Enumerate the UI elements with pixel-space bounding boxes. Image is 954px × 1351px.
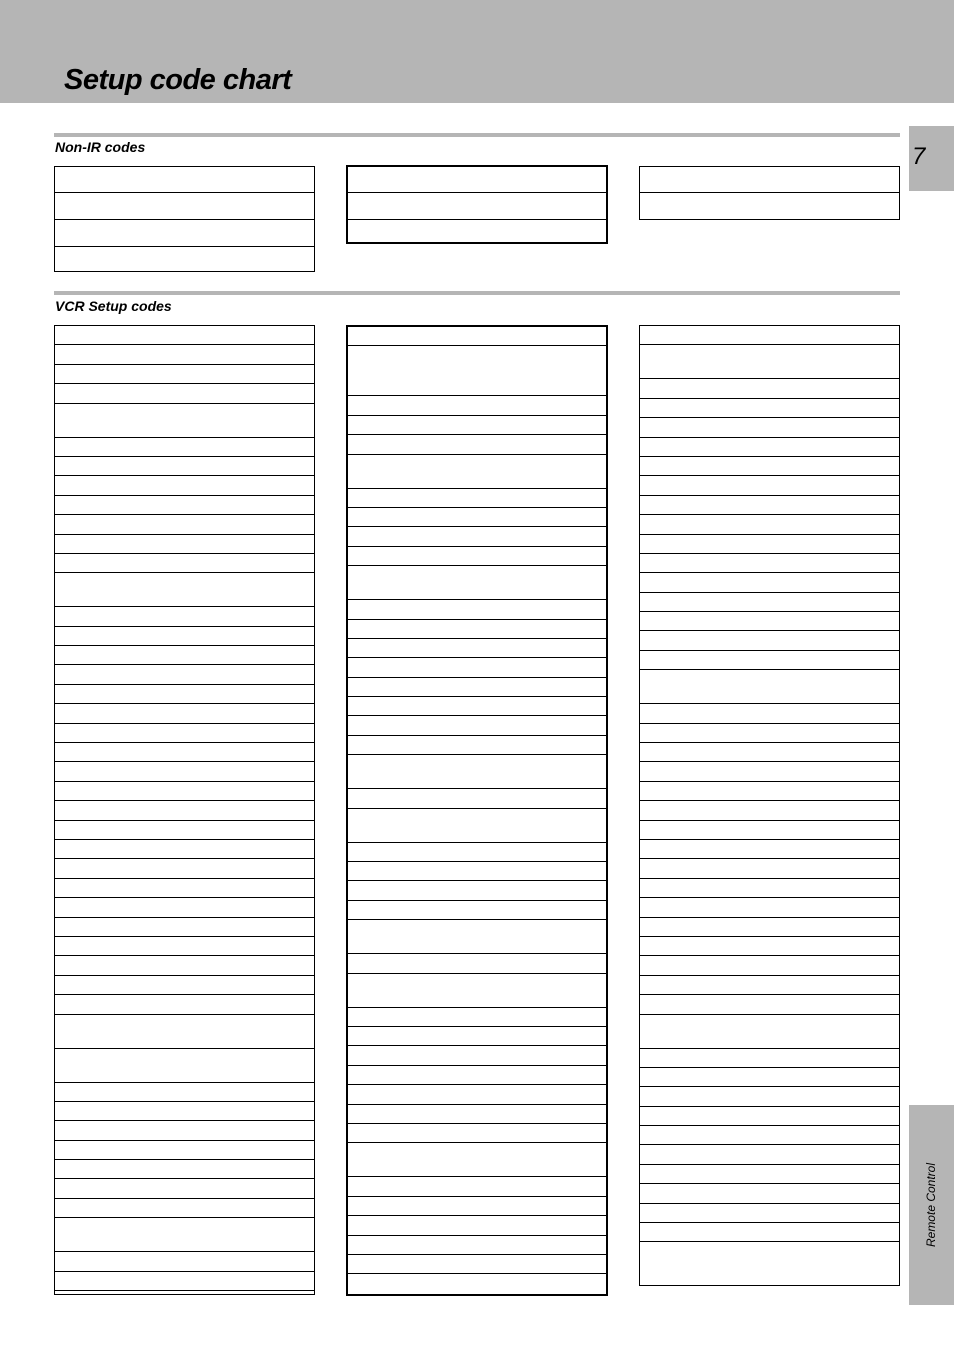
table-row bbox=[640, 1068, 899, 1087]
table-row bbox=[55, 976, 314, 995]
table-row bbox=[348, 1027, 606, 1046]
table-row bbox=[640, 918, 899, 937]
table-row bbox=[55, 1272, 314, 1291]
table-row bbox=[348, 678, 606, 697]
table-row bbox=[348, 566, 606, 600]
table-row bbox=[348, 974, 606, 1008]
table-row bbox=[348, 416, 606, 435]
table-row bbox=[640, 631, 899, 650]
vcr-table-2 bbox=[346, 325, 608, 1296]
table-row bbox=[640, 724, 899, 743]
table-row bbox=[640, 438, 899, 457]
table-row bbox=[55, 345, 314, 364]
table-row bbox=[640, 326, 899, 345]
table-row bbox=[55, 1179, 314, 1198]
table-row bbox=[640, 496, 899, 515]
table-row bbox=[348, 1274, 606, 1293]
table-row bbox=[55, 1102, 314, 1121]
table-row bbox=[640, 379, 899, 398]
table-row bbox=[348, 639, 606, 658]
side-tab-label: Remote Control bbox=[924, 1162, 938, 1248]
table-row bbox=[55, 1252, 314, 1271]
table-row bbox=[55, 646, 314, 665]
table-row bbox=[348, 220, 606, 242]
table-row bbox=[640, 1049, 899, 1068]
table-row bbox=[348, 508, 606, 527]
table-row bbox=[55, 496, 314, 515]
table-row bbox=[55, 365, 314, 384]
page-title: Setup code chart bbox=[64, 64, 292, 96]
table-row bbox=[55, 1141, 314, 1160]
table-row bbox=[55, 840, 314, 859]
table-row bbox=[640, 704, 899, 723]
table-row bbox=[55, 743, 314, 762]
table-row bbox=[55, 704, 314, 723]
table-row bbox=[348, 435, 606, 454]
table-row bbox=[348, 1177, 606, 1196]
table-row bbox=[55, 918, 314, 937]
table-row bbox=[55, 476, 314, 495]
table-row bbox=[640, 167, 899, 193]
table-row bbox=[348, 1046, 606, 1065]
vcr-table-3 bbox=[639, 325, 900, 1286]
table-row bbox=[348, 755, 606, 789]
table-row bbox=[640, 612, 899, 631]
table-row bbox=[55, 1015, 314, 1049]
table-row bbox=[348, 1197, 606, 1216]
table-row bbox=[348, 901, 606, 920]
table-row bbox=[640, 1184, 899, 1203]
table-row bbox=[55, 665, 314, 684]
table-row bbox=[640, 801, 899, 820]
table-row bbox=[348, 1236, 606, 1255]
table-row bbox=[348, 697, 606, 716]
table-row bbox=[348, 1143, 606, 1177]
table-row bbox=[348, 1255, 606, 1274]
table-row bbox=[640, 1223, 899, 1242]
table-row bbox=[348, 167, 606, 193]
table-row bbox=[348, 489, 606, 508]
table-row bbox=[640, 859, 899, 878]
table-row bbox=[348, 527, 606, 546]
table-row bbox=[348, 455, 606, 489]
table-row bbox=[640, 821, 899, 840]
table-row bbox=[640, 554, 899, 573]
table-row bbox=[640, 593, 899, 612]
table-row bbox=[640, 1145, 899, 1164]
table-row bbox=[55, 384, 314, 403]
table-row bbox=[640, 535, 899, 554]
table-row bbox=[640, 898, 899, 917]
table-row bbox=[55, 247, 314, 271]
table-row bbox=[348, 620, 606, 639]
table-row bbox=[55, 167, 314, 193]
table-row bbox=[640, 193, 899, 219]
non-ir-table-2 bbox=[346, 165, 608, 244]
table-row bbox=[55, 1160, 314, 1179]
table-row bbox=[348, 862, 606, 881]
table-row bbox=[55, 404, 314, 438]
table-row bbox=[348, 658, 606, 677]
table-row bbox=[348, 396, 606, 415]
table-row bbox=[640, 1165, 899, 1184]
vcr-table-1 bbox=[54, 325, 315, 1295]
table-row bbox=[348, 881, 606, 900]
table-row bbox=[348, 843, 606, 862]
table-row bbox=[640, 476, 899, 495]
table-row bbox=[55, 554, 314, 573]
table-row bbox=[348, 1085, 606, 1104]
table-row bbox=[640, 345, 899, 379]
table-row bbox=[348, 600, 606, 619]
chapter-number: 7 bbox=[912, 143, 926, 170]
table-row bbox=[55, 995, 314, 1014]
table-row bbox=[640, 1242, 899, 1261]
table-row bbox=[640, 879, 899, 898]
table-row bbox=[55, 627, 314, 646]
vcr-section-label: VCR Setup codes bbox=[55, 298, 172, 314]
table-row bbox=[640, 1204, 899, 1223]
table-row bbox=[640, 976, 899, 995]
table-row bbox=[348, 547, 606, 566]
table-row bbox=[55, 859, 314, 878]
table-row bbox=[55, 1121, 314, 1140]
table-row bbox=[348, 1216, 606, 1235]
table-row bbox=[640, 418, 899, 437]
table-row bbox=[55, 193, 314, 220]
non-ir-section-label: Non-IR codes bbox=[55, 139, 146, 155]
table-row bbox=[55, 879, 314, 898]
table-row bbox=[640, 651, 899, 670]
table-row bbox=[348, 809, 606, 843]
table-row bbox=[348, 954, 606, 973]
table-row bbox=[55, 685, 314, 704]
table-row bbox=[640, 457, 899, 476]
table-row bbox=[55, 724, 314, 743]
table-row bbox=[55, 457, 314, 476]
table-row bbox=[55, 1291, 314, 1310]
table-row bbox=[640, 1087, 899, 1106]
table-row bbox=[348, 193, 606, 220]
table-row bbox=[640, 1126, 899, 1145]
table-row bbox=[640, 515, 899, 534]
table-row bbox=[55, 898, 314, 917]
table-row bbox=[640, 762, 899, 781]
table-row bbox=[640, 956, 899, 975]
table-row bbox=[55, 438, 314, 457]
table-row bbox=[55, 535, 314, 554]
table-row bbox=[348, 1066, 606, 1085]
table-row bbox=[348, 1124, 606, 1143]
vcr-section-rule bbox=[54, 291, 900, 295]
table-row bbox=[640, 743, 899, 762]
table-row bbox=[55, 1083, 314, 1102]
non-ir-table-1 bbox=[54, 166, 315, 272]
table-row bbox=[640, 995, 899, 1014]
table-row bbox=[348, 920, 606, 954]
table-row bbox=[55, 1049, 314, 1083]
table-row bbox=[640, 782, 899, 801]
table-row bbox=[640, 937, 899, 956]
table-row bbox=[55, 1199, 314, 1218]
table-row bbox=[55, 220, 314, 247]
table-row bbox=[348, 327, 606, 346]
table-row bbox=[55, 326, 314, 345]
non-ir-table-3 bbox=[639, 166, 900, 220]
table-row bbox=[640, 1015, 899, 1049]
table-row bbox=[55, 515, 314, 534]
table-row bbox=[55, 607, 314, 626]
table-row bbox=[55, 1218, 314, 1252]
table-row bbox=[640, 399, 899, 418]
table-row bbox=[348, 716, 606, 735]
table-row bbox=[348, 789, 606, 808]
table-row bbox=[55, 937, 314, 956]
table-row bbox=[348, 1105, 606, 1124]
table-row bbox=[640, 670, 899, 704]
table-row bbox=[55, 956, 314, 975]
non-ir-section-rule bbox=[54, 133, 900, 137]
table-row bbox=[640, 573, 899, 592]
table-row bbox=[55, 801, 314, 820]
table-row bbox=[640, 840, 899, 859]
table-row bbox=[348, 346, 606, 396]
table-row bbox=[55, 782, 314, 801]
table-row bbox=[348, 736, 606, 755]
table-row bbox=[640, 1107, 899, 1126]
table-row bbox=[55, 573, 314, 607]
table-row bbox=[55, 762, 314, 781]
table-row bbox=[55, 821, 314, 840]
table-row bbox=[348, 1008, 606, 1027]
